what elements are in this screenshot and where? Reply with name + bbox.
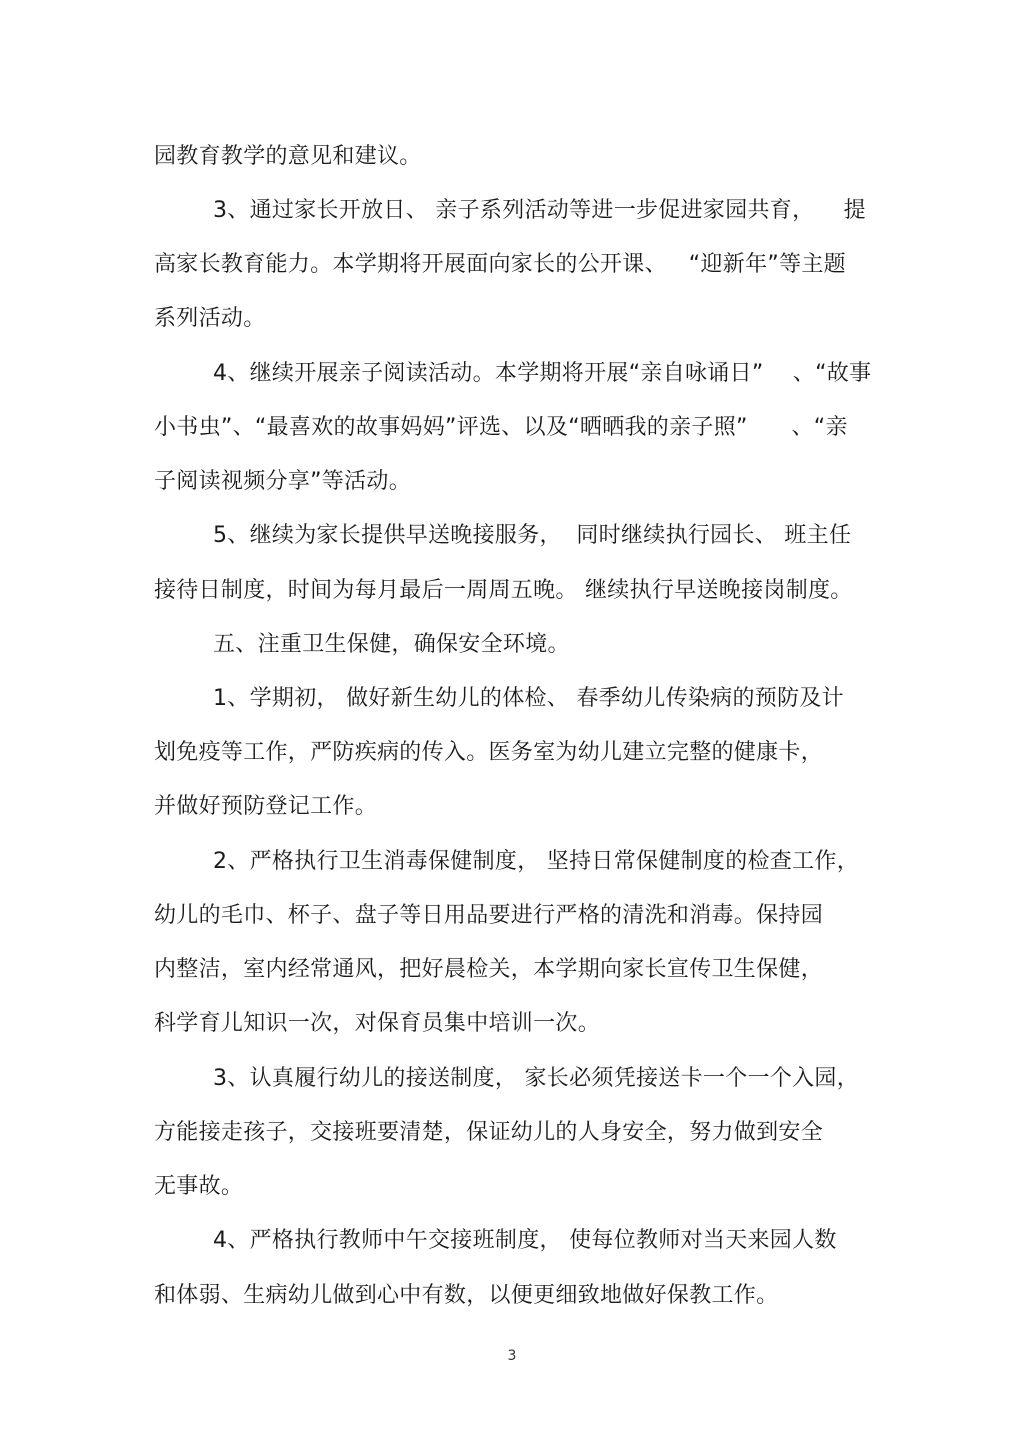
text-line: 划免疫等工作，严防疾病的传入。医务室为幼儿建立完整的健康卡， (154, 740, 824, 765)
text-line: 接待日制度，时间为每月最后一周周五晚。 继续执行早送晚接岗制度。 (154, 578, 853, 603)
text-line: 系列活动。 (154, 306, 266, 331)
text-line: 1、学期初， 做好新生幼儿的体检、 春季幼儿传染病的预防及计 (213, 686, 844, 711)
section-heading: 五、注重卫生保健，确保安全环境。 (213, 632, 570, 657)
text-line: 小书虫”、“最喜欢的故事妈妈”评选、以及“晒晒我的亲子照” 、“亲 (154, 415, 848, 440)
text-line: 4、严格执行教师中午交接班制度， 使每位教师对当天来园人数 (213, 1228, 837, 1253)
text-line: 并做好预防登记工作。 (154, 794, 378, 819)
text-line: 高家长教育能力。本学期将开展面向家长的公开课、 “迎新年”等主题 (154, 252, 846, 277)
text-line: 方能接走孩子，交接班要清楚，保证幼儿的人身安全，努力做到安全 (154, 1120, 824, 1145)
text-line: 2、严格执行卫生消毒保健制度， 坚持日常保健制度的检查工作， (213, 849, 859, 874)
text-line: 科学育儿知识一次，对保育员集中培训一次。 (154, 1011, 601, 1036)
text-line: 和体弱、生病幼儿做到心中有数，以便更细致地做好保教工作。 (154, 1283, 779, 1308)
text-line: 无事故。 (154, 1174, 244, 1199)
text-line: 4、继续开展亲子阅读活动。本学期将开展“亲自咏诵日” 、“故事 (213, 361, 872, 386)
text-line: 3、认真履行幼儿的接送制度， 家长必须凭接送卡一个一个入园， (213, 1066, 859, 1091)
text-line: 5、继续为家长提供早送晚接服务， 同时继续执行园长、 班主任 (213, 523, 852, 548)
text-line: 3、通过家长开放日、 亲子系列活动等进一步促进家园共育， 提 (213, 198, 866, 223)
page-number: 3 (507, 1348, 517, 1364)
text-line: 内整洁，室内经常通风，把好晨检关，本学期向家长宣传卫生保健， (154, 957, 824, 982)
text-line: 幼儿的毛巾、杯子、盘子等日用品要进行严格的清洗和消毒。保持园 (154, 903, 824, 928)
text-line: 园教育教学的意见和建议。 (154, 144, 422, 169)
text-line: 子阅读视频分享”等活动。 (154, 469, 411, 494)
